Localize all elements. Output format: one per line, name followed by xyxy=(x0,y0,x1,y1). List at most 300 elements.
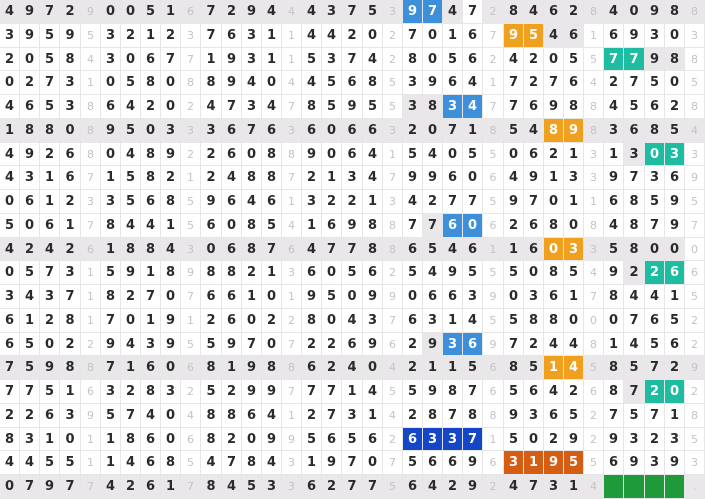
digit-cell: 7 xyxy=(443,119,463,143)
digit-cell: 0 xyxy=(544,238,564,261)
separator-digit: 2 xyxy=(685,309,705,333)
digit-cell: 6 xyxy=(403,475,423,499)
digit-cell: 7 xyxy=(624,48,645,71)
digit-cell: 2 xyxy=(40,143,60,166)
digit-cell: 2 xyxy=(201,309,222,333)
digit-cell: 6 xyxy=(322,428,342,451)
digit-cell: 5 xyxy=(20,261,40,285)
separator-digit: 6 xyxy=(483,451,504,475)
digit-cell: 1 xyxy=(161,0,181,24)
digit-cell: 4 xyxy=(504,166,524,190)
digit-cell: 6 xyxy=(544,285,564,309)
digit-cell: 3 xyxy=(101,48,121,71)
digit-cell: 1 xyxy=(101,166,121,190)
digit-cell: 4 xyxy=(121,333,141,356)
digit-cell: 2 xyxy=(322,190,342,214)
digit-cell: 5 xyxy=(504,309,524,333)
separator-digit: 3 xyxy=(685,451,705,475)
digit-cell: 9 xyxy=(604,166,624,190)
separator-digit: 5 xyxy=(383,380,403,404)
digit-cell: 6 xyxy=(40,404,60,428)
digit-cell: 2 xyxy=(645,428,665,451)
digit-cell: 2 xyxy=(403,404,423,428)
digit-cell: 8 xyxy=(141,380,161,404)
digit-cell: 6 xyxy=(0,309,20,333)
digit-cell: 1 xyxy=(101,451,121,475)
digit-cell: 2 xyxy=(322,333,342,356)
digit-cell: 8 xyxy=(242,166,262,190)
digit-cell: 6 xyxy=(443,71,463,95)
digit-cell: 4 xyxy=(544,24,564,48)
separator-digit: 4 xyxy=(383,356,403,380)
separator-digit: 6 xyxy=(81,238,101,261)
digit-cell: 0 xyxy=(242,309,262,333)
digit-cell: 0 xyxy=(363,356,383,380)
digit-cell: 5 xyxy=(645,71,665,95)
digit-cell: 5 xyxy=(121,71,141,95)
separator-digit: 8 xyxy=(282,356,302,380)
separator-digit: 7 xyxy=(282,166,302,190)
digit-cell: 7 xyxy=(423,0,443,24)
digit-cell: 7 xyxy=(20,475,40,499)
digit-cell: 8 xyxy=(403,48,423,71)
separator-digit: 5 xyxy=(584,356,604,380)
digit-cell: 6 xyxy=(242,404,262,428)
digit-cell: 2 xyxy=(60,238,81,261)
digit-cell: 9 xyxy=(121,261,141,285)
digit-cell: 3 xyxy=(242,95,262,119)
digit-cell: 9 xyxy=(262,428,282,451)
digit-cell: 6 xyxy=(342,71,363,95)
digit-cell: 9 xyxy=(544,451,564,475)
separator-digit: 1 xyxy=(282,404,302,428)
digit-cell: 5 xyxy=(141,0,161,24)
digit-cell: 4 xyxy=(0,166,20,190)
digit-cell: 6 xyxy=(524,214,544,238)
digit-cell: 2 xyxy=(262,309,282,333)
digit-cell: 8 xyxy=(302,95,322,119)
digit-cell: 3 xyxy=(403,95,423,119)
digit-cell: 2 xyxy=(302,166,322,190)
digit-cell: 1 xyxy=(40,190,60,214)
digit-cell: 5 xyxy=(322,71,342,95)
digit-cell: 0 xyxy=(60,119,81,143)
separator-digit: 2 xyxy=(282,309,302,333)
digit-cell: 3 xyxy=(342,404,363,428)
separator-digit: 3 xyxy=(282,261,302,285)
digit-cell: 6 xyxy=(463,238,483,261)
digit-cell: 5 xyxy=(443,48,463,71)
digit-cell: 5 xyxy=(302,48,322,71)
digit-cell: 4 xyxy=(141,214,161,238)
digit-cell xyxy=(604,475,624,499)
separator-digit: 1 xyxy=(282,48,302,71)
digit-cell: 0 xyxy=(463,166,483,190)
digit-cell: 4 xyxy=(624,333,645,356)
digit-cell: 6 xyxy=(403,238,423,261)
digit-cell: 4 xyxy=(524,0,544,24)
digit-cell: 6 xyxy=(302,261,322,285)
digit-cell: 7 xyxy=(322,238,342,261)
digit-cell: 6 xyxy=(524,95,544,119)
digit-cell: 4 xyxy=(302,0,322,24)
digit-cell: 9 xyxy=(322,451,342,475)
digit-cell: 7 xyxy=(544,71,564,95)
digit-cell: 2 xyxy=(423,190,443,214)
separator-digit: 7 xyxy=(81,166,101,190)
digit-cell: 0 xyxy=(604,309,624,333)
digit-cell: 7 xyxy=(624,166,645,190)
digit-cell: 3 xyxy=(242,48,262,71)
digit-cell: 3 xyxy=(564,238,584,261)
digit-cell: 8 xyxy=(262,356,282,380)
digit-cell: 1 xyxy=(604,143,624,166)
digit-cell: 8 xyxy=(121,428,141,451)
separator-digit: 3 xyxy=(584,166,604,190)
digit-cell: 0 xyxy=(222,214,242,238)
digit-cell xyxy=(624,475,645,499)
separator-digit: 3 xyxy=(383,119,403,143)
digit-cell: 4 xyxy=(201,95,222,119)
digit-cell: 2 xyxy=(20,238,40,261)
digit-cell: 6 xyxy=(463,48,483,71)
digit-cell: 3 xyxy=(302,190,322,214)
digit-cell: 5 xyxy=(504,380,524,404)
digit-cell: 0 xyxy=(322,261,342,285)
digit-cell: 1 xyxy=(604,333,624,356)
digit-cell: 8 xyxy=(201,475,222,499)
digit-cell: 7 xyxy=(463,428,483,451)
digit-cell: 2 xyxy=(524,48,544,71)
digit-cell: 7 xyxy=(141,285,161,309)
digit-cell: 7 xyxy=(363,475,383,499)
digit-cell: 8 xyxy=(141,71,161,95)
digit-cell: 1 xyxy=(665,404,685,428)
digit-cell: 6 xyxy=(604,190,624,214)
digit-cell: 6 xyxy=(443,214,463,238)
separator-digit: 2 xyxy=(584,428,604,451)
digit-cell: 0 xyxy=(242,428,262,451)
digit-cell: 1 xyxy=(40,428,60,451)
digit-cell: 1 xyxy=(101,428,121,451)
digit-cell: 3 xyxy=(20,166,40,190)
digit-cell: 3 xyxy=(524,285,544,309)
separator-digit: 2 xyxy=(584,404,604,428)
digit-cell: 3 xyxy=(242,24,262,48)
digit-cell: 0 xyxy=(0,475,20,499)
separator-digit: 9 xyxy=(81,404,101,428)
digit-cell: 4 xyxy=(161,238,181,261)
digit-cell: 2 xyxy=(242,261,262,285)
separator-digit: 6 xyxy=(483,356,504,380)
separator-digit: 8 xyxy=(584,333,604,356)
digit-cell: 4 xyxy=(403,190,423,214)
digit-cell: 0 xyxy=(544,48,564,71)
digit-cell: 8 xyxy=(101,285,121,309)
separator-digit: 8 xyxy=(685,48,705,71)
digit-cell: 4 xyxy=(544,333,564,356)
digit-cell: 2 xyxy=(544,428,564,451)
digit-cell: 7 xyxy=(342,451,363,475)
separator-digit: 3 xyxy=(383,0,403,24)
separator-digit: 5 xyxy=(685,71,705,95)
digit-cell: 7 xyxy=(443,404,463,428)
digit-cell: 3 xyxy=(0,285,20,309)
digit-cell: 5 xyxy=(342,428,363,451)
digit-cell: 0 xyxy=(363,24,383,48)
digit-cell: 5 xyxy=(564,451,584,475)
digit-cell: 0 xyxy=(101,143,121,166)
separator-digit: 8 xyxy=(584,214,604,238)
digit-cell: 5 xyxy=(121,119,141,143)
digit-cell: 8 xyxy=(101,214,121,238)
digit-cell: 9 xyxy=(564,119,584,143)
digit-cell: 0 xyxy=(363,451,383,475)
digit-cell: 3 xyxy=(342,166,363,190)
separator-digit: 5 xyxy=(685,428,705,451)
digit-cell: 4 xyxy=(121,214,141,238)
separator-digit: 3 xyxy=(181,238,201,261)
separator-digit: 3 xyxy=(282,451,302,475)
digit-cell: 9 xyxy=(161,309,181,333)
digit-cell: 8 xyxy=(201,261,222,285)
digit-cell: 9 xyxy=(665,451,685,475)
digit-cell: 7 xyxy=(201,24,222,48)
separator-digit: 2 xyxy=(383,24,403,48)
digit-cell: 0 xyxy=(624,0,645,24)
digit-cell: 9 xyxy=(604,428,624,451)
digit-cell: 5 xyxy=(363,95,383,119)
digit-cell: 2 xyxy=(161,24,181,48)
digit-cell: 6 xyxy=(544,0,564,24)
digit-cell: 8 xyxy=(20,119,40,143)
digit-cell: 5 xyxy=(403,143,423,166)
digit-cell: 6 xyxy=(423,451,443,475)
digit-cell: 6 xyxy=(463,24,483,48)
digit-cell: 4 xyxy=(443,238,463,261)
digit-cell: 7 xyxy=(342,0,363,24)
digit-cell: 8 xyxy=(624,214,645,238)
digit-cell: 9 xyxy=(20,24,40,48)
digit-cell: 4 xyxy=(0,238,20,261)
digit-cell: 9 xyxy=(403,0,423,24)
digit-cell: 0 xyxy=(322,309,342,333)
digit-cell: 4 xyxy=(0,143,20,166)
digit-cell: 9 xyxy=(101,333,121,356)
digit-cell: 4 xyxy=(604,0,624,24)
digit-cell: 6 xyxy=(0,333,20,356)
digit-cell: 0 xyxy=(423,119,443,143)
digit-cell: 3 xyxy=(524,404,544,428)
digit-cell: 0 xyxy=(161,428,181,451)
digit-cell: 3 xyxy=(60,404,81,428)
digit-cell: 9 xyxy=(463,475,483,499)
digit-cell: 0 xyxy=(101,0,121,24)
digit-cell: 8 xyxy=(60,309,81,333)
digit-cell: 1 xyxy=(40,166,60,190)
digit-cell: 5 xyxy=(463,261,483,285)
digit-cell: 9 xyxy=(423,380,443,404)
separator-digit: 1 xyxy=(81,428,101,451)
separator-digit: 0 xyxy=(685,238,705,261)
digit-cell: 0 xyxy=(665,71,685,95)
digit-cell: 7 xyxy=(242,119,262,143)
digit-cell: 9 xyxy=(504,24,524,48)
digit-cell: 9 xyxy=(504,190,524,214)
digit-cell: 4 xyxy=(463,71,483,95)
digit-cell: 5 xyxy=(322,285,342,309)
digit-cell: 6 xyxy=(141,451,161,475)
digit-cell: 4 xyxy=(423,261,443,285)
separator-digit: 2 xyxy=(181,143,201,166)
digit-cell: 9 xyxy=(645,48,665,71)
digit-cell: 7 xyxy=(645,404,665,428)
digit-cell: 7 xyxy=(201,0,222,24)
digit-cell: 3 xyxy=(645,24,665,48)
digit-cell: 3 xyxy=(363,309,383,333)
separator-digit: 1 xyxy=(181,166,201,190)
digit-cell: 3 xyxy=(504,451,524,475)
digit-cell: 2 xyxy=(121,475,141,499)
digit-cell: 3 xyxy=(262,475,282,499)
digit-cell: 0 xyxy=(665,238,685,261)
separator-digit: 8 xyxy=(383,214,403,238)
separator-digit: 7 xyxy=(282,333,302,356)
digit-cell: 2 xyxy=(201,143,222,166)
digit-cell: 9 xyxy=(161,143,181,166)
digit-cell: 6 xyxy=(302,119,322,143)
digit-cell: 6 xyxy=(141,48,161,71)
digit-cell: 1 xyxy=(161,475,181,499)
digit-cell: 9 xyxy=(40,475,60,499)
digit-cell: 4 xyxy=(342,356,363,380)
separator-digit: 3 xyxy=(584,143,604,166)
separator-digit: 5 xyxy=(584,451,604,475)
digit-cell: 2 xyxy=(20,71,40,95)
digit-cell: 2 xyxy=(0,404,20,428)
separator-digit: 6 xyxy=(483,214,504,238)
digit-cell: 2 xyxy=(322,475,342,499)
digit-cell: 5 xyxy=(322,95,342,119)
separator-digit: 8 xyxy=(584,0,604,24)
digit-cell: 8 xyxy=(242,451,262,475)
digit-cell: 0 xyxy=(161,71,181,95)
digit-cell: 0 xyxy=(101,71,121,95)
separator-digit: 3 xyxy=(685,143,705,166)
digit-cell: 7 xyxy=(624,380,645,404)
digit-cell: 3 xyxy=(322,0,342,24)
digit-cell: 3 xyxy=(403,71,423,95)
separator-digit: 8 xyxy=(181,71,201,95)
digit-cell: 2 xyxy=(60,0,81,24)
digit-cell: 0 xyxy=(403,285,423,309)
digit-cell: 6 xyxy=(443,451,463,475)
digit-cell: 4 xyxy=(564,333,584,356)
digit-cell: 8 xyxy=(564,95,584,119)
digit-cell: 3 xyxy=(60,71,81,95)
digit-cell: 4 xyxy=(101,475,121,499)
digit-cell: 9 xyxy=(645,0,665,24)
digit-cell: 0 xyxy=(262,333,282,356)
separator-digit: 7 xyxy=(584,285,604,309)
digit-cell: 8 xyxy=(604,380,624,404)
digit-cell: 9 xyxy=(262,380,282,404)
digit-cell: 8 xyxy=(222,261,242,285)
digit-cell: 6 xyxy=(222,190,242,214)
digit-cell: 6 xyxy=(403,309,423,333)
digit-cell: 0 xyxy=(423,48,443,71)
digit-cell: 2 xyxy=(645,261,665,285)
digit-cell: 2 xyxy=(141,95,161,119)
digit-cell: 7 xyxy=(645,356,665,380)
digit-cell: 4 xyxy=(604,214,624,238)
digit-cell: 0 xyxy=(0,261,20,285)
separator-digit: 4 xyxy=(181,404,201,428)
digit-cell: 4 xyxy=(363,380,383,404)
separator-digit: 7 xyxy=(181,48,201,71)
digit-cell: 4 xyxy=(222,475,242,499)
separator-digit: 5 xyxy=(483,143,504,166)
digit-cell: 6 xyxy=(141,475,161,499)
digit-cell: 9 xyxy=(20,143,40,166)
digit-cell: 7 xyxy=(604,404,624,428)
digit-cell: 4 xyxy=(262,0,282,24)
digit-cell: 5 xyxy=(604,238,624,261)
digit-cell: 0 xyxy=(524,261,544,285)
digit-cell: 3 xyxy=(201,119,222,143)
separator-digit: 2 xyxy=(383,261,403,285)
digit-cell: 9 xyxy=(463,451,483,475)
digit-cell: 9 xyxy=(403,166,423,190)
digit-cell: 3 xyxy=(60,261,81,285)
digit-cell: 8 xyxy=(544,119,564,143)
digit-cell: 8 xyxy=(423,95,443,119)
separator-digit: 7 xyxy=(181,475,201,499)
digit-cell: 8 xyxy=(262,143,282,166)
digit-cell: 3 xyxy=(604,119,624,143)
digit-cell: 6 xyxy=(342,333,363,356)
digit-cell: 5 xyxy=(20,356,40,380)
digit-cell: 6 xyxy=(524,238,544,261)
digit-cell: 7 xyxy=(342,238,363,261)
digit-cell: 8 xyxy=(161,190,181,214)
separator-digit: 2 xyxy=(181,95,201,119)
digit-cell: 6 xyxy=(141,428,161,451)
digit-cell: 7 xyxy=(40,71,60,95)
digit-cell: 3 xyxy=(40,285,60,309)
separator-digit: 6 xyxy=(181,0,201,24)
digit-cell: 1 xyxy=(141,24,161,48)
digit-cell: 8 xyxy=(121,238,141,261)
digit-cell: 1 xyxy=(60,380,81,404)
digit-cell: 1 xyxy=(141,309,161,333)
digit-cell: 6 xyxy=(403,428,423,451)
digit-cell: 2 xyxy=(40,309,60,333)
digit-cell: 4 xyxy=(463,309,483,333)
separator-digit: 5 xyxy=(584,48,604,71)
separator-digit: 6 xyxy=(81,380,101,404)
digit-cell: 0 xyxy=(40,333,60,356)
digit-cell: 8 xyxy=(302,309,322,333)
separator-digit: 4 xyxy=(584,71,604,95)
digit-cell: 5 xyxy=(463,143,483,166)
separator-digit: 6 xyxy=(282,238,302,261)
digit-cell: 7 xyxy=(463,380,483,404)
separator-digit: 5 xyxy=(383,95,403,119)
digit-cell: 2 xyxy=(201,166,222,190)
digit-cell: 6 xyxy=(463,333,483,356)
digit-cell: 1 xyxy=(262,261,282,285)
